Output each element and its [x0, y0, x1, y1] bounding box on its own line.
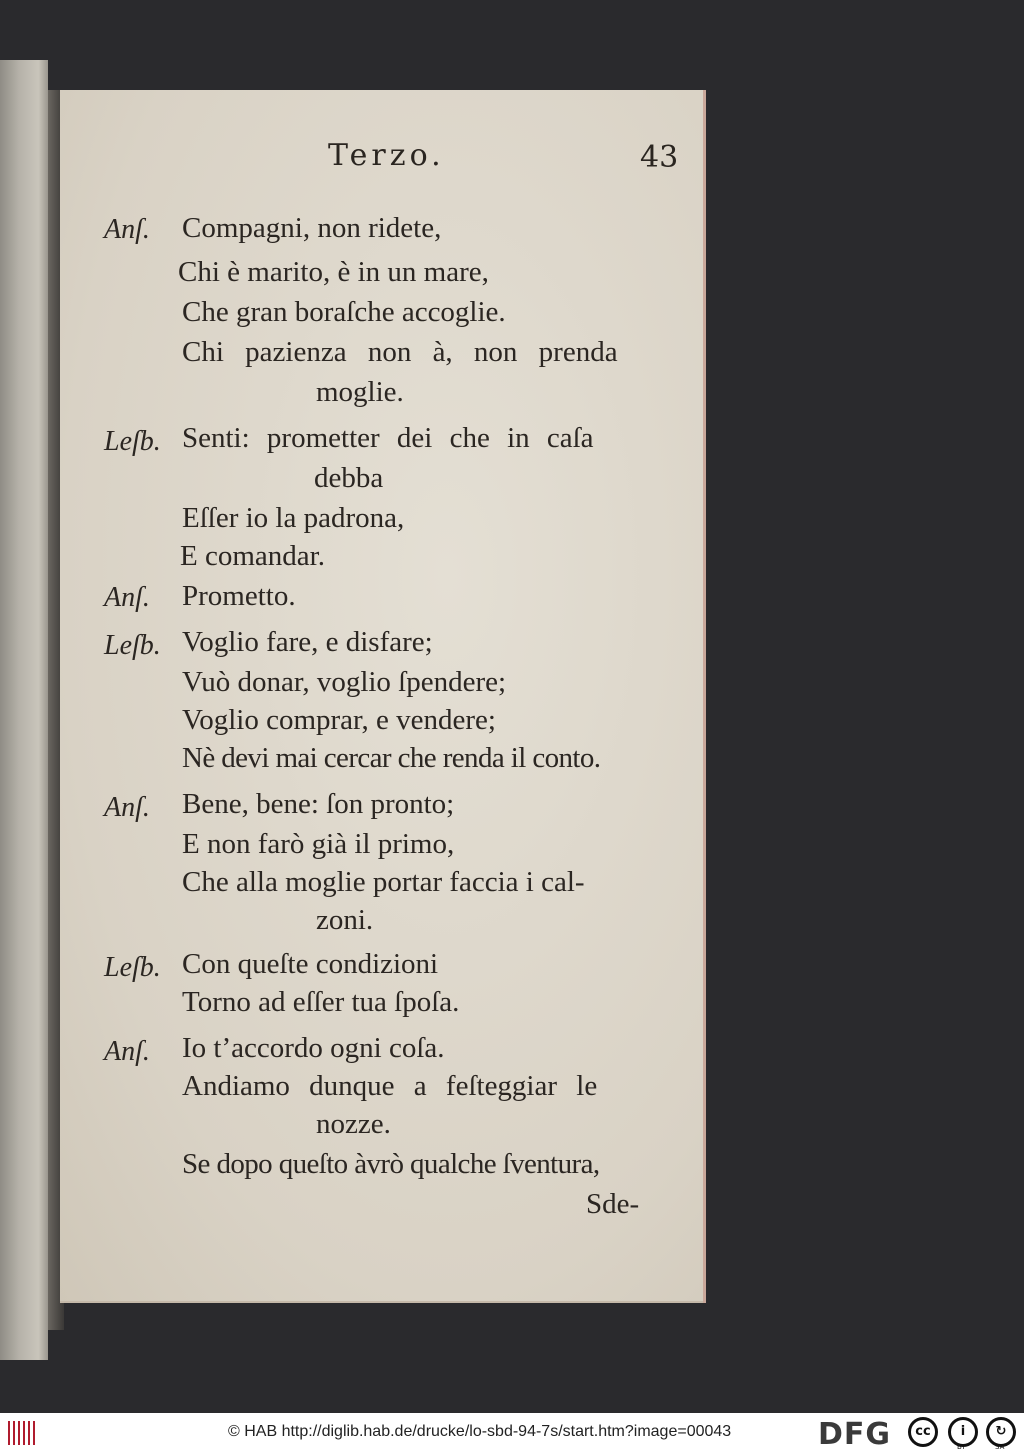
- verse-line: moglie.: [316, 376, 404, 408]
- verse-line: zoni.: [316, 904, 374, 936]
- verse-line: Che gran boraſche accoglie.: [182, 296, 506, 328]
- verse-line: Nè devi mai cercar che renda il conto.: [182, 742, 601, 774]
- verse-line: Voglio fare, e disfare;: [182, 626, 433, 658]
- dfg-logo: DFG: [818, 1417, 892, 1452]
- verse-line: Chi è marito, è in un mare,: [178, 256, 489, 288]
- verse-line: Andiamo dunque a feſteggiar le: [182, 1070, 598, 1102]
- verse-line: Torno ad eſſer tua ſpoſa.: [182, 986, 460, 1018]
- verse-line: debba: [314, 462, 384, 494]
- running-head: [60, 90, 706, 230]
- verse-line: E non farò già il primo,: [182, 828, 455, 860]
- verse-line: Vuò donar, voglio ſpendere;: [182, 666, 507, 698]
- catchword: Sde-: [586, 1188, 640, 1220]
- verse-line: nozze.: [316, 1108, 391, 1140]
- verse-line: Senti: prometter dei che in caſa: [182, 422, 594, 454]
- page-number: 43: [640, 140, 679, 175]
- speaker-label: Leſb.: [104, 630, 161, 661]
- copyright-link[interactable]: © HAB http://diglib.hab.de/drucke/lo-sbd-94-7s/start.htm?image=00043: [228, 1423, 732, 1440]
- cc-license-badge[interactable]: [908, 1415, 1020, 1451]
- speaker-label: Anſ.: [104, 1036, 150, 1067]
- library-logo-icon: [8, 1421, 38, 1445]
- verse-line: Prometto.: [182, 580, 296, 612]
- verse-line: Se dopo queſto àvrò qualche ſventura,: [182, 1148, 600, 1180]
- verse-line: Eſſer io la padrona,: [182, 502, 405, 534]
- share-alike-icon: ↻: [986, 1417, 1016, 1447]
- book-page: [60, 90, 706, 1303]
- verse-line: Che alla moglie portar faccia i cal-: [182, 866, 585, 898]
- sa-label: SA: [995, 1443, 1005, 1451]
- verse-line: Chi pazienza non à, non prenda: [182, 336, 618, 368]
- speaker-label: Anſ.: [104, 582, 150, 613]
- speaker-label: Leſb.: [104, 952, 161, 983]
- verse-line: Compagni, non ridete,: [182, 212, 442, 244]
- previous-page-strip: [0, 60, 48, 1360]
- speaker-label: Anſ.: [104, 792, 150, 823]
- verse-line: Bene, bene: ſon pronto;: [182, 788, 455, 820]
- verse-line: Con queſte condizioni: [182, 948, 439, 980]
- cc-icon: cc: [908, 1417, 938, 1447]
- running-head-title: Terzo.: [328, 138, 445, 173]
- verse-line: Io t’accordo ogni coſa.: [182, 1032, 445, 1064]
- attribution-icon: i: [948, 1417, 978, 1447]
- footer-bar: [0, 1413, 1024, 1453]
- verse-line: E comandar.: [180, 540, 325, 572]
- by-label: BY: [957, 1443, 966, 1451]
- verse-line: Voglio comprar, e vendere;: [182, 704, 496, 736]
- speaker-label: Anſ.: [104, 214, 150, 245]
- speaker-label: Leſb.: [104, 426, 161, 457]
